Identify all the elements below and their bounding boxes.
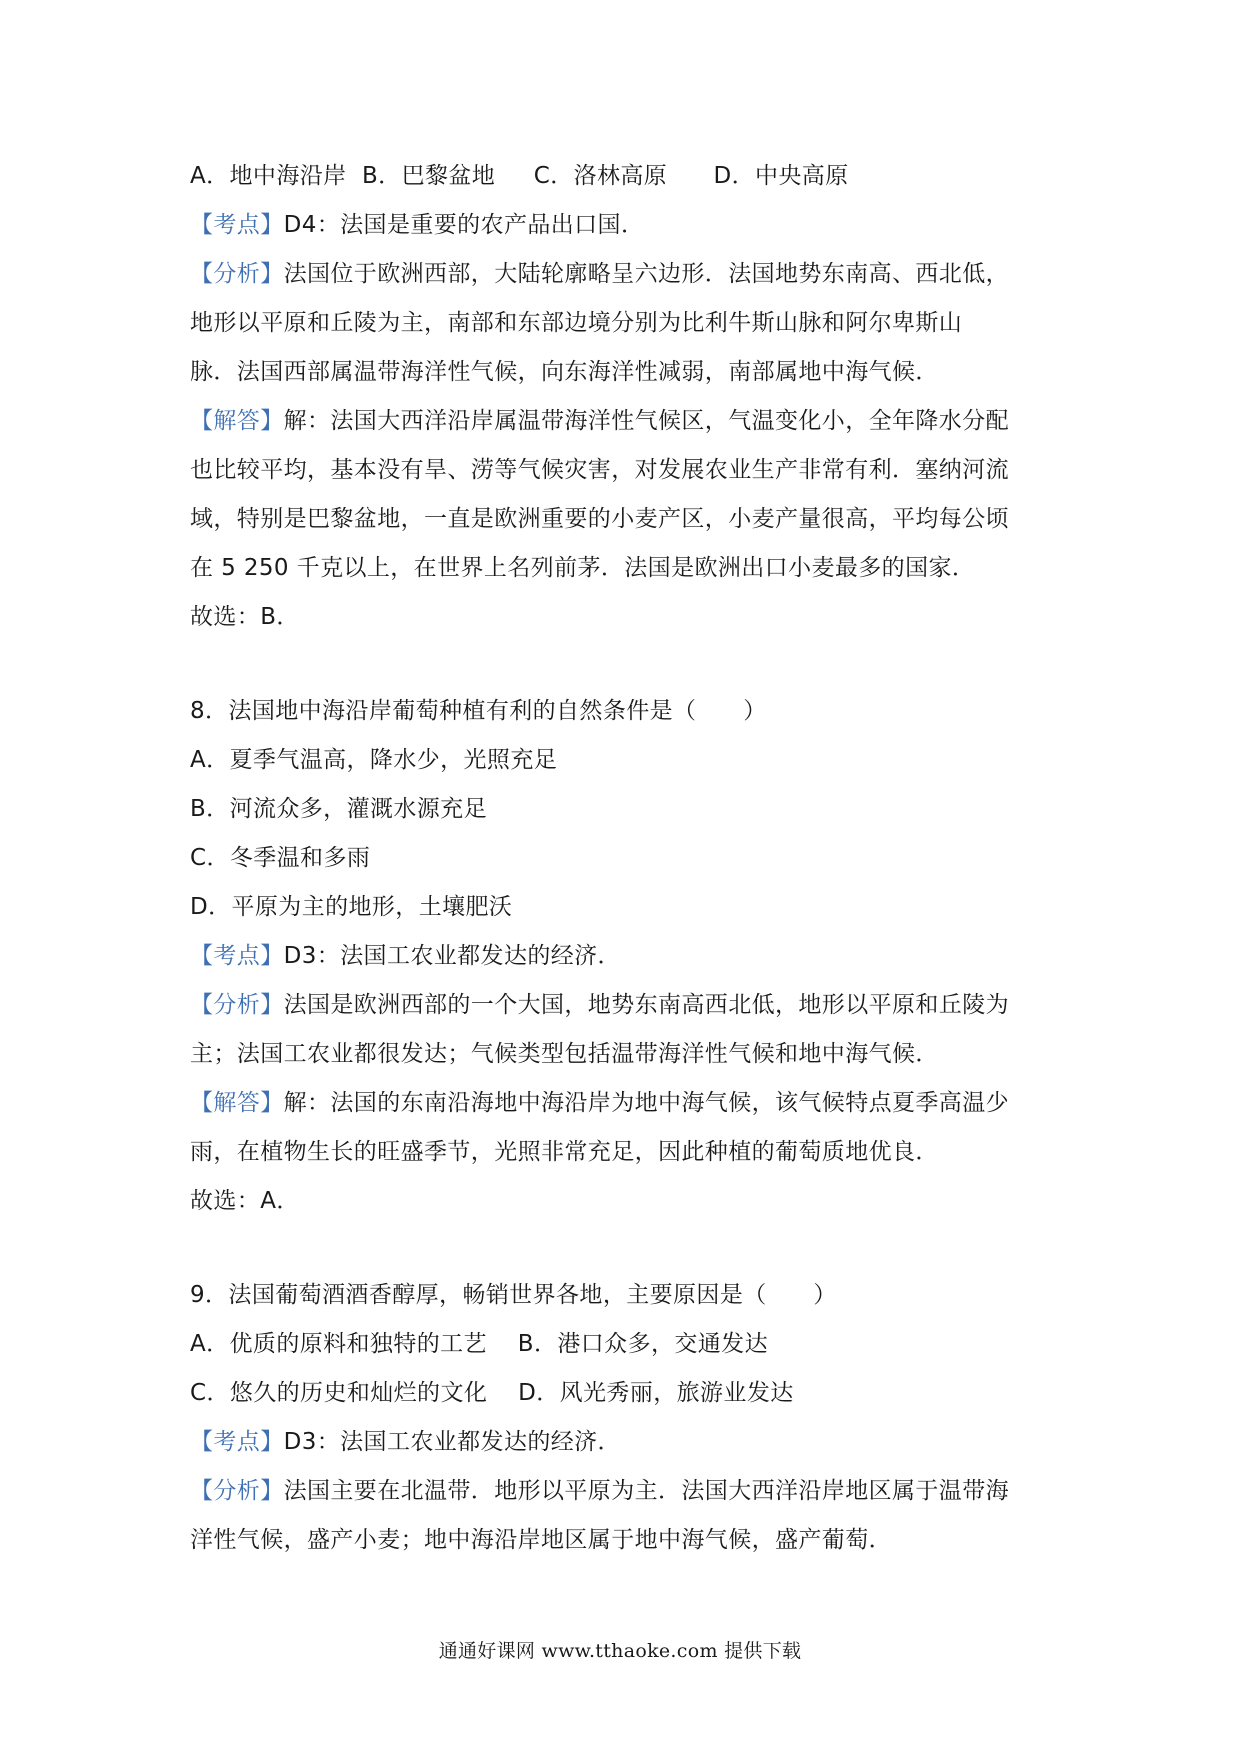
q7-fenxi-line-1 bbox=[190, 250, 1070, 299]
jieda-tag: 【解答】 bbox=[190, 1090, 284, 1116]
q8-answer: 故选：A． bbox=[190, 1188, 300, 1214]
q8-jieda-line-2: 雨，在植物生长的旺盛季节，光照非常充足，因此种植的葡萄质地优良． bbox=[190, 1139, 939, 1165]
kaodian-tag: 【考点】 bbox=[190, 943, 284, 969]
q9-fenxi-line-2: 洋性气候，盛产小麦；地中海沿岸地区属于地中海气候，盛产葡萄． bbox=[190, 1527, 892, 1553]
q9-kaodian bbox=[190, 1418, 1070, 1467]
page-footer: 通通好课网 www.tthaoke.com 提供下载 bbox=[438, 1640, 802, 1662]
q7-option-a: A．地中海沿岸 bbox=[190, 163, 347, 189]
q7-option-b: B．巴黎盆地 bbox=[361, 163, 496, 189]
q9-option-a: A．优质的原料和独特的工艺 bbox=[190, 1331, 487, 1357]
q8-kaodian bbox=[190, 932, 1070, 981]
fenxi-text: 法国位于欧洲西部，大陆轮廓略呈六边形．法国地势东南高、西北低， bbox=[283, 261, 1010, 287]
q9-option-d: D．风光秀丽，旅游业发达 bbox=[518, 1380, 794, 1406]
q9-options-row-1 bbox=[190, 1320, 1070, 1369]
q7-kaodian bbox=[190, 201, 1070, 250]
q7-jieda-line-1 bbox=[190, 397, 1070, 446]
section-gap bbox=[190, 1226, 1070, 1271]
q7-options bbox=[190, 152, 1070, 201]
q7-fenxi-line-3: 脉．法国西部属温带海洋性气候，向东海洋性减弱，南部属地中海气候． bbox=[190, 359, 939, 385]
kaodian-text: D3：法国工农业都发达的经济． bbox=[283, 943, 621, 969]
q7-option-c: C．洛林高原 bbox=[533, 163, 668, 189]
jieda-text: 解：法国的东南沿海地中海沿岸为地中海气候，该气候特点夏季高温少 bbox=[283, 1090, 1010, 1116]
q9-option-c: C．悠久的历史和灿烂的文化 bbox=[190, 1380, 488, 1406]
q7-jieda-line-3: 域，特别是巴黎盆地，一直是欧洲重要的小麦产区，小麦产量很高，平均每公顷 bbox=[190, 506, 1009, 532]
q8-jieda-line-1 bbox=[190, 1079, 1070, 1128]
kaodian-tag: 【考点】 bbox=[190, 212, 284, 238]
q9-stem: 9．法国葡萄酒酒香醇厚，畅销世界各地，主要原因是（ ） bbox=[190, 1282, 837, 1308]
jieda-tag: 【解答】 bbox=[190, 408, 284, 434]
fenxi-text: 法国是欧洲西部的一个大国，地势东南高西北低，地形以平原和丘陵为 bbox=[283, 992, 1010, 1018]
q9-option-b: B．港口众多，交通发达 bbox=[517, 1331, 768, 1357]
fenxi-tag: 【分析】 bbox=[190, 992, 284, 1018]
q8-fenxi-line-2: 主；法国工农业都很发达；气候类型包括温带海洋性气候和地中海气候． bbox=[190, 1041, 939, 1067]
q8-fenxi-line-1 bbox=[190, 981, 1070, 1030]
section-gap bbox=[190, 642, 1070, 687]
q8-option-a: A．夏季气温高，降水少，光照充足 bbox=[190, 747, 558, 773]
q8-stem: 8．法国地中海沿岸葡萄种植有利的自然条件是（ ） bbox=[190, 698, 767, 724]
q8-option-b: B．河流众多，灌溉水源充足 bbox=[190, 796, 487, 822]
fenxi-text: 法国主要在北温带．地形以平原为主．法国大西洋沿岸地区属于温带海 bbox=[283, 1478, 1010, 1504]
kaodian-text: D3：法国工农业都发达的经济． bbox=[283, 1429, 621, 1455]
fenxi-tag: 【分析】 bbox=[190, 1478, 284, 1504]
q8-option-d: D．平原为主的地形，土壤肥沃 bbox=[190, 894, 513, 920]
q8-option-c: C．冬季温和多雨 bbox=[190, 845, 371, 871]
q7-jieda-line-2: 也比较平均，基本没有旱、涝等气候灾害，对发展农业生产非常有利．塞纳河流 bbox=[190, 457, 1009, 483]
q7-jieda-line-4: 在 5 250 千克以上，在世界上名列前茅．法国是欧洲出口小麦最多的国家． bbox=[190, 555, 976, 581]
q7-option-d: D．中央高原 bbox=[713, 163, 849, 189]
document-content bbox=[190, 152, 1070, 1565]
fenxi-tag: 【分析】 bbox=[190, 261, 284, 287]
q9-fenxi-line-1 bbox=[190, 1467, 1070, 1516]
q9-options-row-2 bbox=[190, 1369, 1070, 1418]
q7-fenxi-line-2: 地形以平原和丘陵为主，南部和东部边境分别为比利牛斯山脉和阿尔卑斯山 bbox=[190, 310, 963, 336]
jieda-text: 解：法国大西洋沿岸属温带海洋性气候区，气温变化小，全年降水分配 bbox=[283, 408, 1010, 434]
kaodian-text: D4：法国是重要的农产品出口国． bbox=[283, 212, 645, 238]
kaodian-tag: 【考点】 bbox=[190, 1429, 284, 1455]
q7-answer: 故选：B． bbox=[190, 604, 300, 630]
